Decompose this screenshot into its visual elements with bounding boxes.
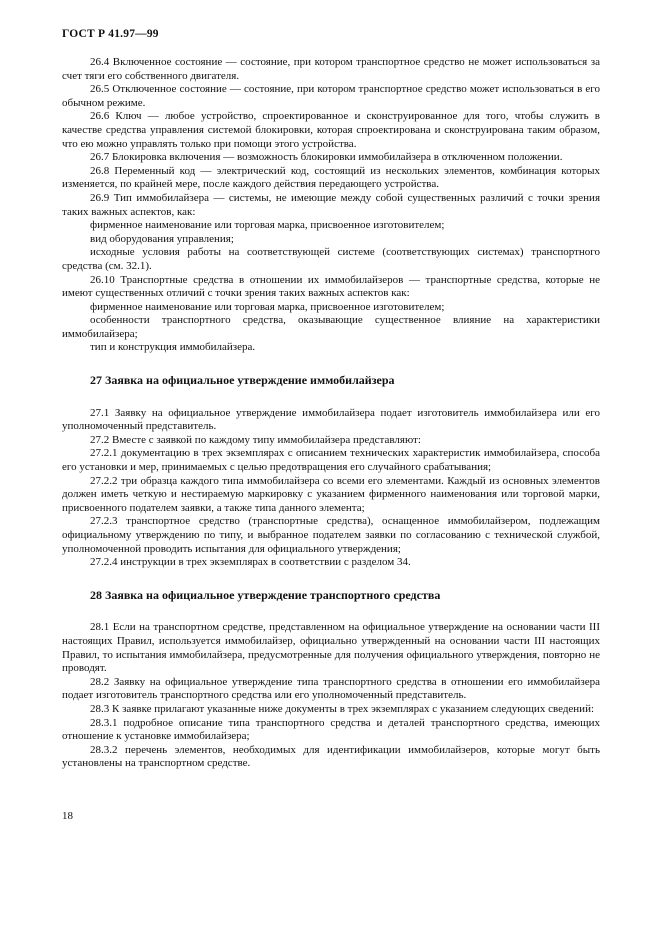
- paragraph: 28.1 Если на транспортном средстве, представленном на официальное утверждение на основании части III настоящих Правил, используется иммобилайзер, официально утвержденный на основании части III настоящих Правил, то испытания иммобилайзера, предусмотренные для получения официального утверждения, повторно не проводят.: [62, 621, 600, 675]
- paragraph: 26.4 Включенное состояние — состояние, при котором транспортное средство не может использоваться за счет тяги его собственного двигателя.: [62, 56, 600, 82]
- paragraph: 27.2.4 инструкции в трех экземплярах в соответствии с разделом 34.: [90, 556, 411, 569]
- paragraph: 27.2 Вместе с заявкой по каждому типу иммобилайзера представляют:: [90, 433, 421, 446]
- paragraph: 26.8 Переменный код — электрический код, состоящий из нескольких элементов, комбинация которых изменяется, по крайней мере, после каждого действия передающего устройства.: [62, 164, 600, 191]
- paragraph: исходные условия работы на соответствующей системе (соответствующих системах) транспортного средства (см. 32.1).: [62, 246, 600, 272]
- paragraph: 26.10 Транспортные средства в отношении их иммобилайзеров — транспортные средства, которые не имеют существенных отличий с точки зрения таких важных аспектов как:: [62, 273, 600, 300]
- paragraph: 26.7 Блокировка включения — возможность блокировки иммобилайзера в отключенном положении.: [90, 151, 563, 164]
- page-number: 18: [62, 810, 73, 822]
- paragraph: 27.2.1 документацию в трех экземплярах с описанием технических характеристик иммобилайзера, способа его установки и мер, принимаемых с целью предотвращения его случайного срабатывания;: [62, 447, 600, 474]
- document-body: [62, 56, 600, 771]
- paragraph: 26.6 Ключ — любое устройство, спроектированное и сконструированное для того, чтобы служить в качестве средства управления системой блокировки, которая спроектирована и сконструирована таким образом, что ею можно управлять только при помощи этого устройства.: [62, 110, 600, 150]
- page-header: ГОСТ Р 41.97—99: [62, 28, 159, 40]
- paragraph: особенности транспортного средства, оказывающие существенное влияние на характеристики иммобилайзера;: [62, 314, 600, 340]
- paragraph: 28.3.2 перечень элементов, необходимых для идентификации иммобилайзеров, которые могут быть установлены на транспортном средстве.: [62, 743, 600, 770]
- paragraph: тип и конструкция иммобилайзера.: [90, 341, 256, 354]
- section-heading-28: 28 Заявка на официальное утверждение транспортного средства: [90, 587, 441, 602]
- paragraph: 27.2.2 три образца каждого типа иммобилайзера со всеми его элементами. Каждый из основных элементов должен иметь четкую и нестираемую маркировку с указанием фирменного наименования или торговой марки, присвоенного подателем заявки, а также типа данного элемента;: [62, 474, 600, 514]
- paragraph: фирменное наименование или торговая марка, присвоенное изготовителем;: [90, 300, 445, 313]
- paragraph: 26.9 Тип иммобилайзера — системы, не имеющие между собой существенных различий с точки зрения таких важных аспектов, как:: [62, 191, 600, 218]
- paragraph: 28.3.1 подробное описание типа транспортного средства и деталей транспортного средства, имеющих отношение к установке иммобилайзера;: [62, 716, 600, 743]
- paragraph: 27.1 Заявку на официальное утверждение иммобилайзера подает изготовитель иммобилайзера или его уполномоченный представитель.: [62, 406, 600, 433]
- paragraph: 26.5 Отключенное состояние — состояние, при котором транспортное средство может использоваться в его обычном режиме.: [62, 83, 600, 109]
- paragraph: фирменное наименование или торговая марка, присвоенное изготовителем;: [90, 219, 445, 232]
- paragraph: вид оборудования управления;: [90, 232, 234, 245]
- paragraph: 27.2.3 транспортное средство (транспортные средства), оснащенное иммобилайзером, подлежащим официальному утверждению по типу, и выбранное подателем заявки по согласованию с технической службой, уполномоченной проводить испытания для официального утверждения;: [62, 515, 600, 555]
- section-heading-27: 27 Заявка на официальное утверждение иммобилайзера: [90, 373, 395, 388]
- paragraph: 28.3 К заявке прилагают указанные ниже документы в трех экземплярах с указанием следующих сведений:: [90, 702, 595, 715]
- paragraph: 28.2 Заявку на официальное утверждение типа транспортного средства в отношении его иммобилайзера подает изготовитель транспортного средства или его уполномоченный представитель.: [62, 675, 600, 702]
